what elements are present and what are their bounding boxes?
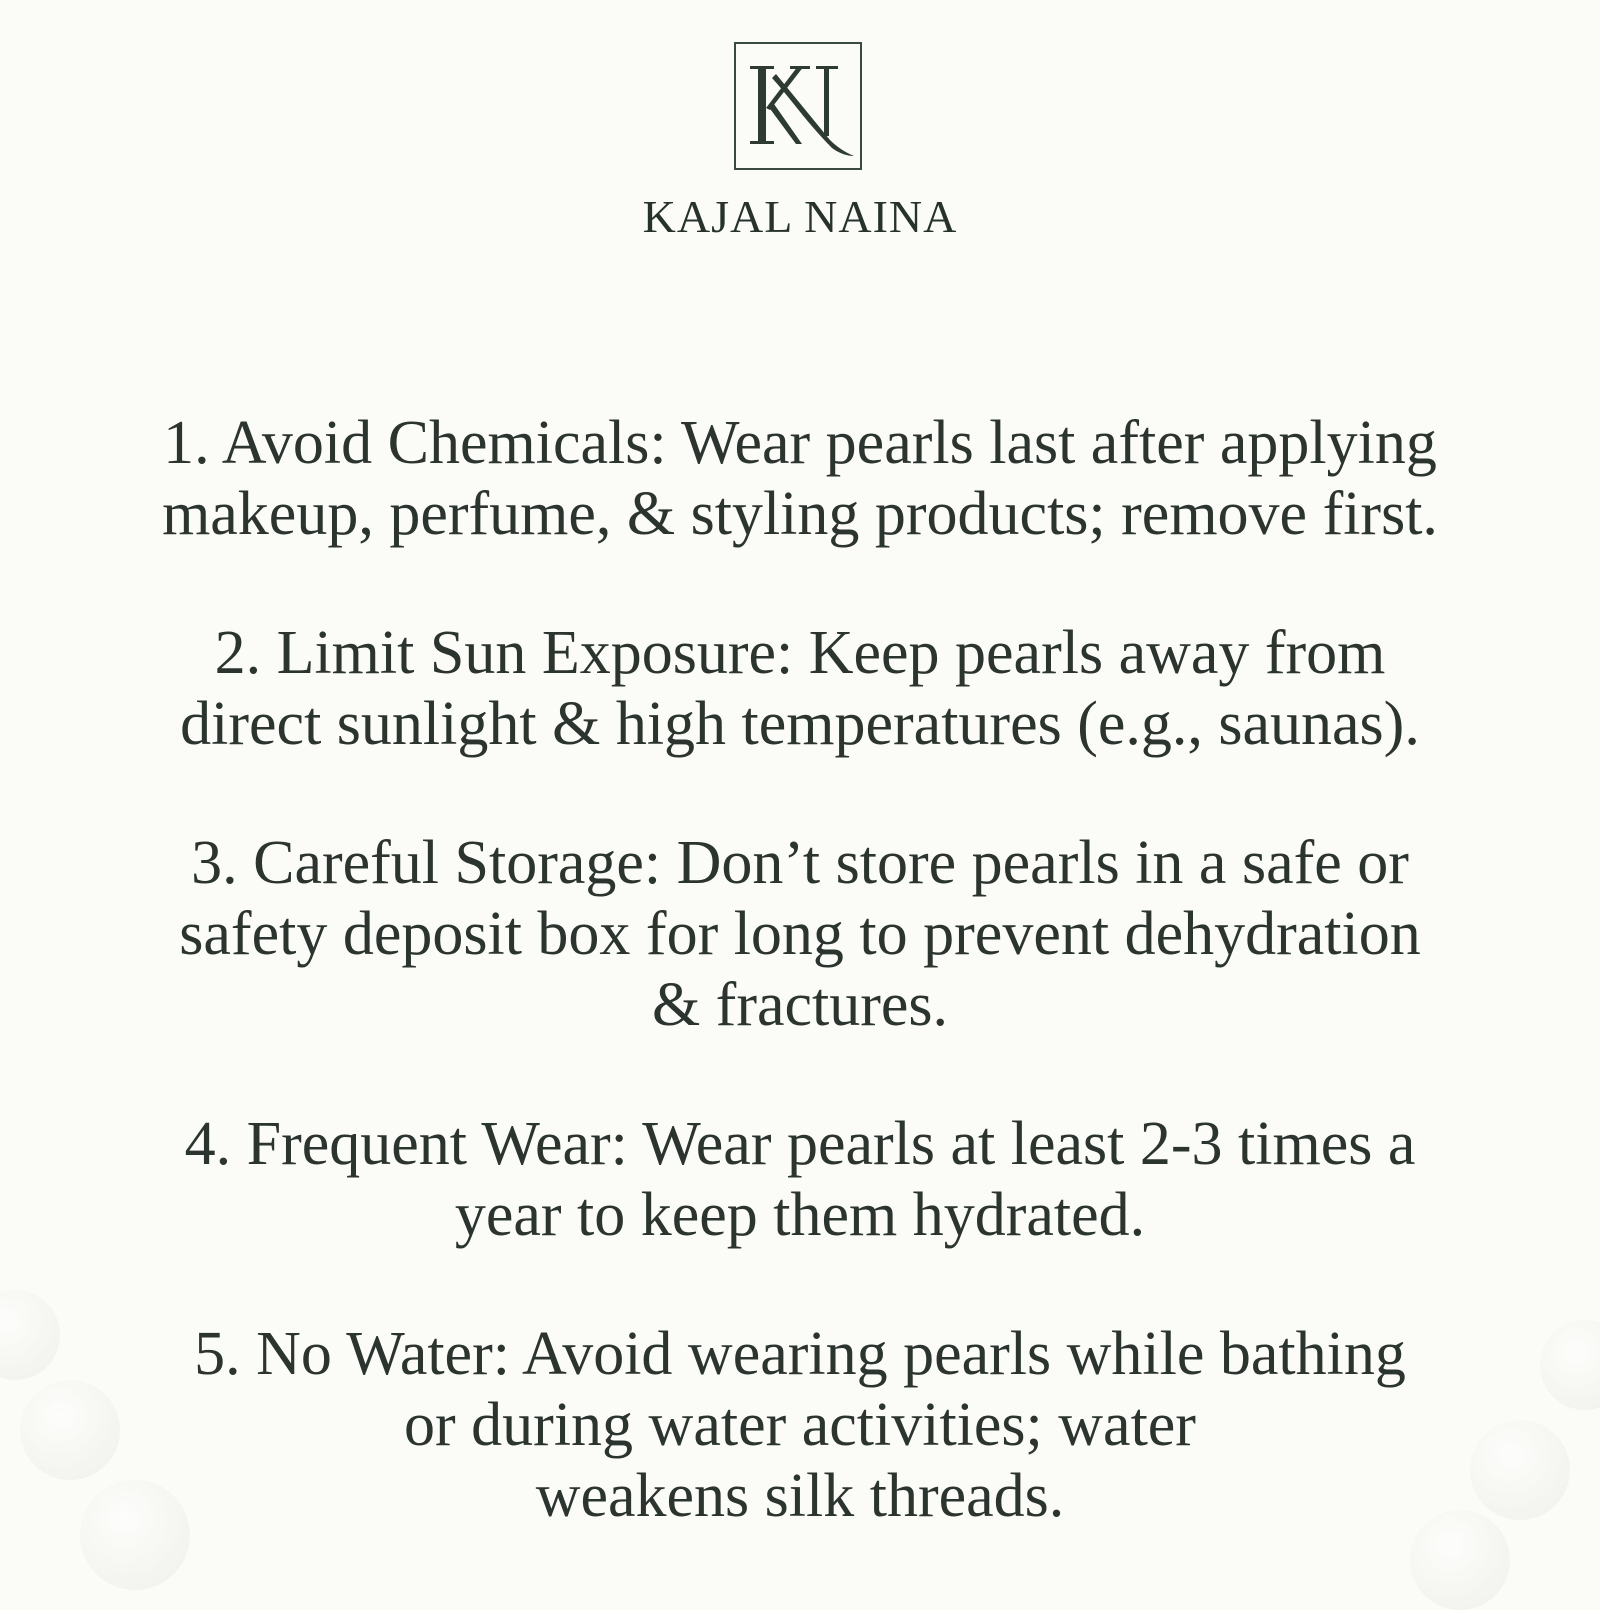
tip-no-water bbox=[110, 1319, 1490, 1532]
tip-line: 1. Avoid Chemicals: Wear pearls last after applying bbox=[163, 409, 1437, 477]
pearl-decoration-left bbox=[20, 1380, 120, 1480]
brand-name: KAJAL NAINA bbox=[642, 191, 958, 242]
tip-line: 2. Limit Sun Exposure: Keep pearls away from bbox=[214, 619, 1386, 687]
pearl-decoration-right bbox=[1540, 1320, 1600, 1410]
tip-line: 5. No Water: Avoid wearing pearls while bathing bbox=[194, 1320, 1406, 1388]
tip-line: year to keep them hydrated. bbox=[454, 1181, 1146, 1249]
pearl-decoration-left bbox=[0, 1290, 60, 1380]
tip-limit-sun-exposure bbox=[110, 618, 1490, 760]
tip-line: weakens silk threads. bbox=[535, 1462, 1065, 1530]
kn-monogram-icon bbox=[736, 44, 860, 168]
brand-logo bbox=[734, 42, 862, 170]
tip-line: 4. Frequent Wear: Wear pearls at least 2-3 times a bbox=[184, 1110, 1416, 1178]
tip-frequent-wear bbox=[110, 1109, 1490, 1251]
tip-line: 3. Careful Storage: Don’t store pearls in a safe or bbox=[191, 829, 1409, 897]
tip-careful-storage bbox=[110, 828, 1490, 1041]
tip-line: makeup, perfume, & styling products; remove first. bbox=[162, 480, 1438, 548]
pearl-care-tips bbox=[110, 408, 1490, 1600]
tip-line: direct sunlight & high temperatures (e.g., saunas). bbox=[180, 690, 1420, 758]
tip-line: & fractures. bbox=[651, 971, 949, 1039]
tip-avoid-chemicals bbox=[110, 408, 1490, 550]
tip-line: or during water activities; water bbox=[404, 1391, 1196, 1459]
tip-line: safety deposit box for long to prevent dehydration bbox=[179, 900, 1421, 968]
